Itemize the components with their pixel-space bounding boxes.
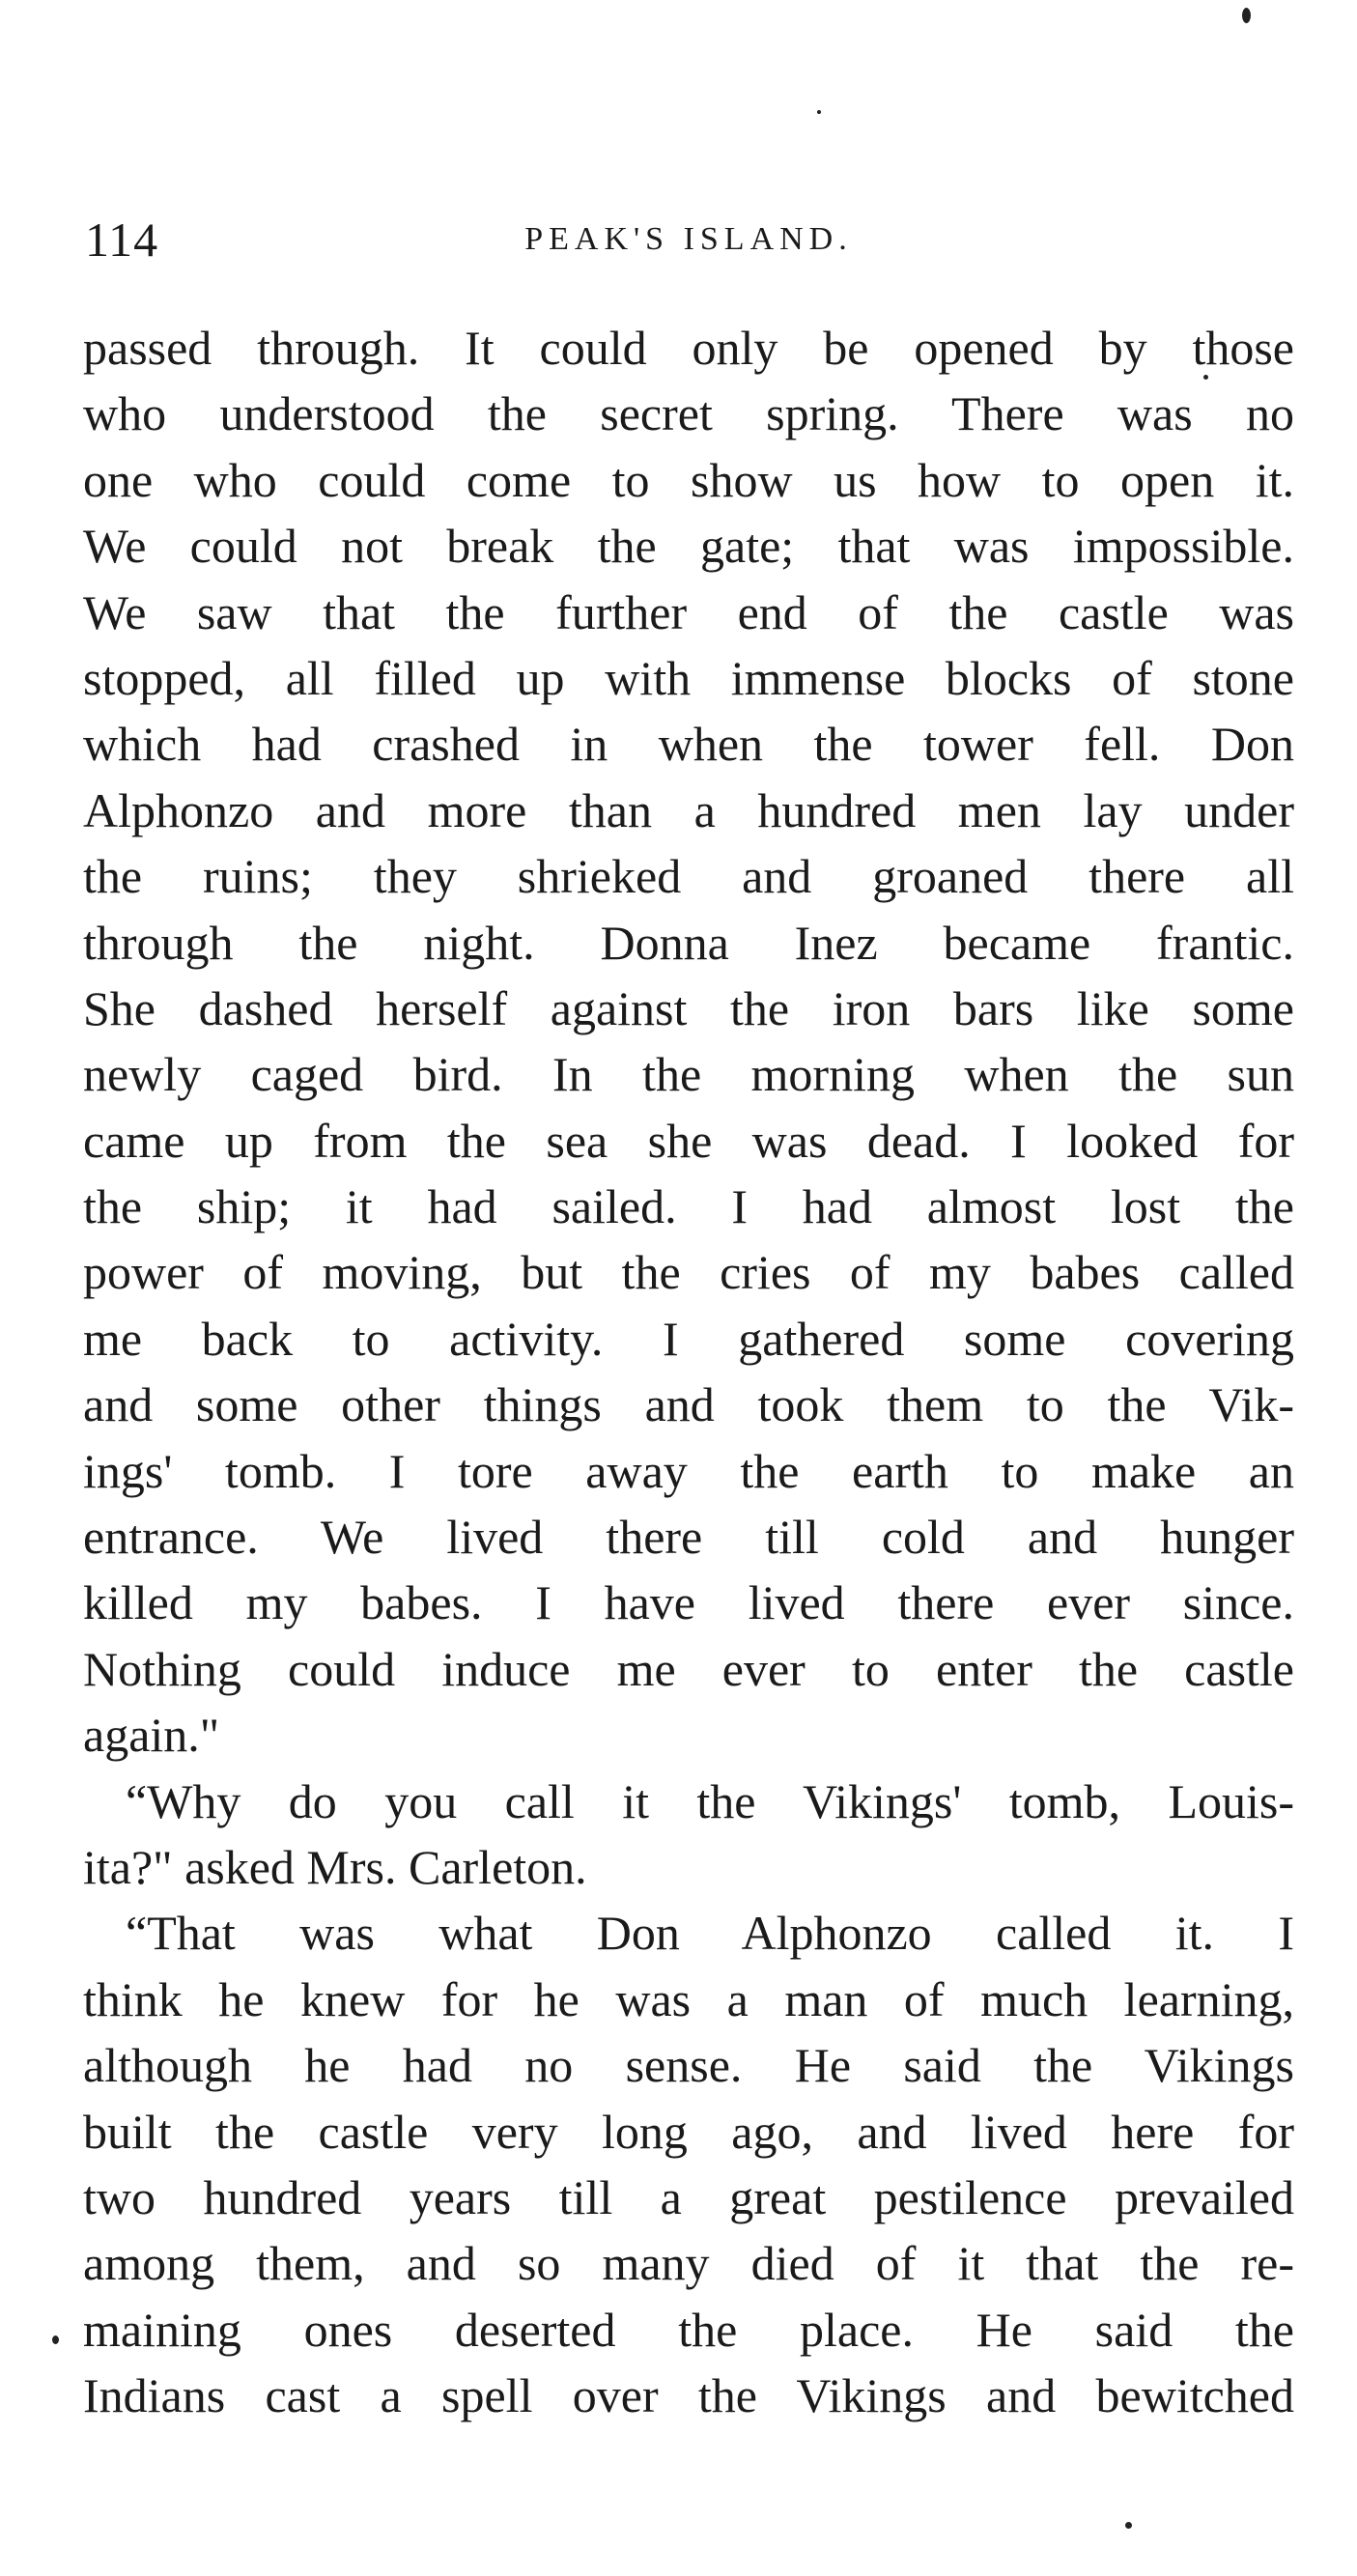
text-line: which had crashed in when the tower fell. Don — [83, 717, 1294, 772]
text-line: She dashed herself against the iron bars like some — [83, 980, 1294, 1035]
text-line: came up from the sea she was dead. I looked for — [83, 1113, 1294, 1168]
text-line: ings' tomb. I tore away the earth to make an — [83, 1443, 1294, 1498]
text-line: killed my babes. I have lived there ever since. — [83, 1575, 1294, 1630]
text-line: power of moving, but the cries of my babes called — [83, 1245, 1294, 1300]
scan-speck — [1242, 8, 1251, 23]
text-line: among them, and so many died of it that the re- — [83, 2236, 1294, 2291]
text-line: passed through. It could only be opened by those — [83, 321, 1294, 375]
text-line: Alphonzo and more than a hundred men lay under — [83, 782, 1294, 837]
body-text — [83, 315, 1294, 2429]
text-line: me back to activity. I gathered some covering — [83, 1311, 1294, 1366]
text-line: “Why do you call it the Vikings' tomb, Louis- — [126, 1773, 1294, 1828]
text-line: two hundred years till a great pestilence prevailed — [83, 2169, 1294, 2224]
scan-speck — [817, 110, 821, 114]
text-line: and some other things and took them to the Vik- — [83, 1377, 1294, 1432]
text-line: who understood the secret spring. There was no — [83, 386, 1294, 441]
running-title: PEAK'S ISLAND. — [524, 221, 853, 257]
text-line: Nothing could induce me ever to enter the castle — [83, 1641, 1294, 1696]
text-line: We saw that the further end of the castle was — [83, 584, 1294, 639]
text-line: although he had no sense. He said the Vikings — [83, 2038, 1294, 2093]
text-line: the ship; it had sailed. I had almost lost the — [83, 1179, 1294, 1234]
text-line: “That was what Don Alphonzo called it. I — [126, 1906, 1294, 1961]
text-line: again." — [83, 1708, 220, 1763]
text-line: ita?" asked Mrs. Carleton. — [83, 1839, 587, 1894]
text-line: entrance. We lived there till cold and hunger — [83, 1510, 1294, 1565]
text-line: newly caged bird. In the morning when the sun — [83, 1047, 1294, 1102]
text-line: Indians cast a spell over the Vikings and bewitched — [83, 2368, 1294, 2423]
text-line: the ruins; they shrieked and groaned there all — [83, 849, 1294, 904]
scan-speck — [52, 2335, 59, 2344]
text-line: think he knew for he was a man of much learning, — [83, 1971, 1294, 2026]
text-line: We could not break the gate; that was impossible. — [83, 519, 1294, 574]
text-line: maining ones deserted the place. He said the — [83, 2302, 1294, 2357]
text-line: built the castle very long ago, and lived here for — [83, 2104, 1294, 2159]
text-line: stopped, all filled up with immense blocks of stone — [83, 650, 1294, 705]
text-line: through the night. Donna Inez became frantic. — [83, 915, 1294, 970]
scan-speck — [1125, 2522, 1132, 2529]
page-number: 114 — [85, 212, 159, 267]
text-line: one who could come to show us how to open it. — [83, 452, 1294, 507]
running-head — [85, 211, 1292, 269]
scan-speck — [1203, 375, 1208, 380]
